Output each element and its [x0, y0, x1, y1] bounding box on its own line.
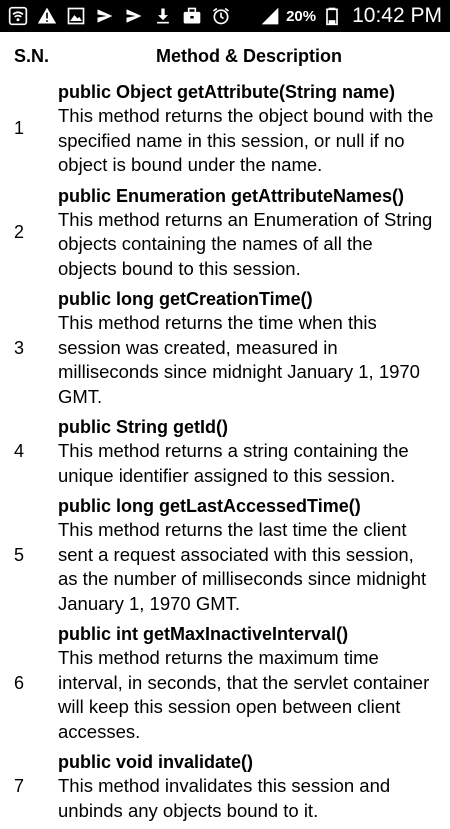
method-description: This method returns the object bound with the specified name in this session, or null if no object is bound under the name. — [58, 105, 434, 175]
wifi-icon — [8, 6, 28, 26]
table-row — [0, 622, 450, 750]
method-cell — [58, 622, 450, 744]
table-row — [0, 750, 450, 829]
row-number: 6 — [14, 672, 25, 693]
notification-icons — [8, 6, 231, 26]
method-description: This method returns the time when this session was created, measured in milliseconds since midnight January 1, 1970 GMT. — [58, 312, 420, 407]
send-icon — [124, 6, 144, 26]
header-method-description: Method & Description — [155, 45, 342, 66]
status-bar — [0, 0, 450, 32]
method-cell — [58, 750, 450, 823]
method-signature: public String getId() — [58, 417, 228, 437]
method-cell — [58, 415, 450, 488]
briefcase-icon — [182, 6, 202, 26]
method-description: This method returns the last time the client sent a request associated with this session, as the number of milliseconds since midnight January 1, 1970 GMT. — [58, 519, 427, 614]
method-description: This method returns an Enumeration of String objects containing the names of all the objects bound to this session. — [58, 208, 433, 279]
table-body — [0, 80, 450, 829]
method-signature: public Object getAttribute(String name) — [58, 82, 396, 102]
method-description: This method returns the maximum time interval, in seconds, that the servlet container will keep this session open between client accesses. — [58, 647, 430, 742]
method-description: This method invalidates this session and unbinds any objects bound to it. — [58, 775, 391, 821]
row-number: 1 — [14, 118, 25, 139]
table-header — [0, 32, 450, 80]
row-number: 5 — [14, 544, 25, 565]
methods-table — [0, 32, 450, 821]
method-cell — [58, 494, 450, 616]
send-icon — [95, 6, 115, 26]
battery-percent: 20% — [286, 7, 317, 25]
table-row — [0, 80, 450, 184]
system-indicators — [260, 4, 442, 28]
method-signature: public int getMaxInactiveInterval() — [58, 624, 349, 644]
warning-icon — [37, 6, 57, 26]
signal-icon — [260, 6, 280, 26]
row-number: 4 — [14, 441, 25, 461]
image-icon — [66, 6, 86, 26]
download-icon — [153, 6, 173, 26]
battery-icon — [322, 6, 342, 26]
table-row — [0, 184, 450, 288]
method-cell — [58, 287, 450, 409]
row-number: 2 — [14, 221, 25, 242]
method-signature: public void invalidate() — [58, 752, 254, 772]
table-row — [0, 494, 450, 622]
header-sn: S.N. — [14, 45, 50, 66]
method-signature: public Enumeration getAttributeNames() — [58, 185, 405, 206]
method-signature: public long getLastAccessedTime() — [58, 496, 361, 516]
table-row — [0, 415, 450, 494]
method-cell — [58, 184, 450, 282]
table-row — [0, 287, 450, 415]
method-description: This method returns a string containing the unique identifier assigned to this session. — [58, 440, 409, 486]
clock: 10:42 PM — [352, 4, 442, 27]
method-cell — [58, 80, 450, 178]
alarm-icon — [211, 6, 231, 26]
method-signature: public long getCreationTime() — [58, 289, 313, 309]
row-number: 3 — [14, 337, 25, 358]
row-number: 7 — [14, 776, 25, 796]
